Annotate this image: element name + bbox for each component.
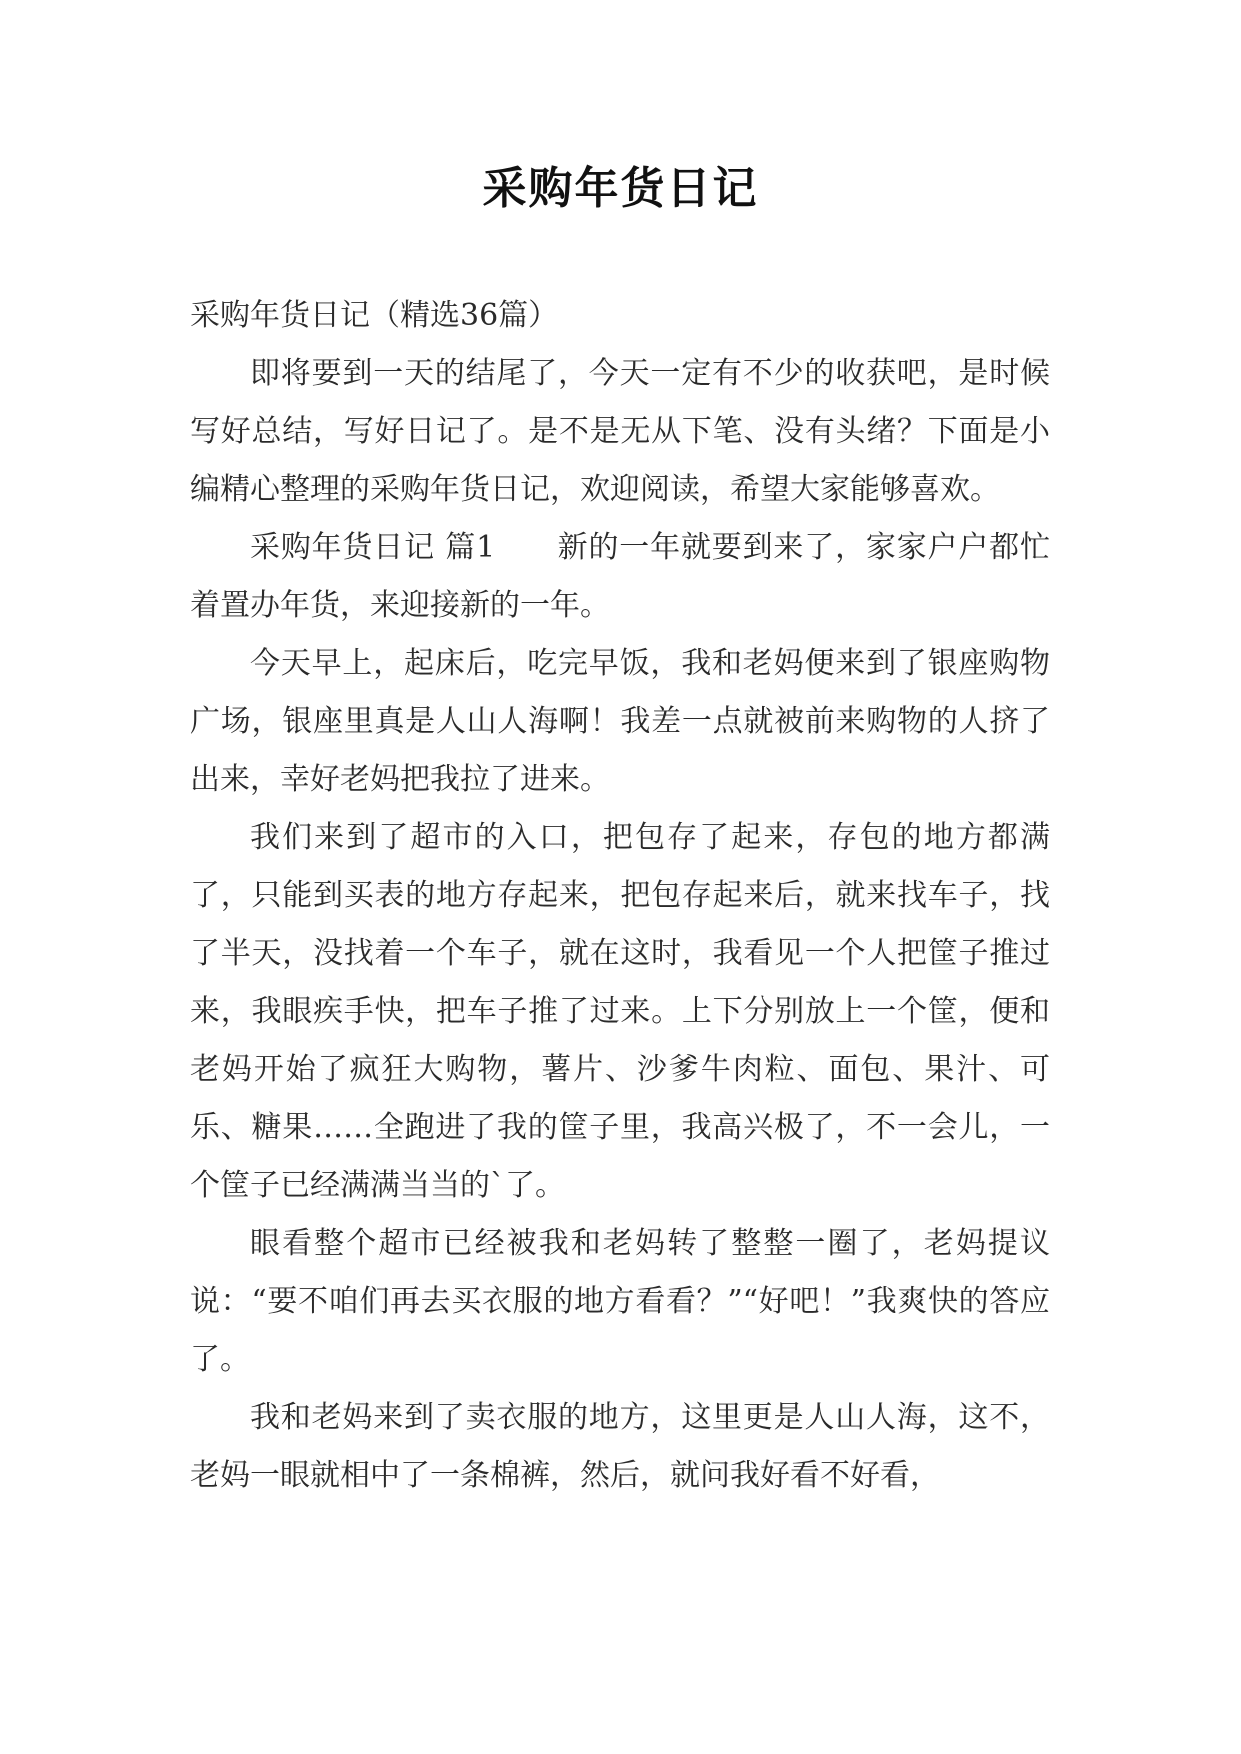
paragraph-intro: 即将要到一天的结尾了，今天一定有不少的收获吧，是时候写好总结，写好日记了。是不是无从下笔、没有头绪？下面是小编精心整理的采购年货日记，欢迎阅读，希望大家能够喜欢。 bbox=[190, 356, 1050, 507]
paragraph-section-1: 采购年货日记 篇1 新的一年就要到来了，家家户户都忙着置办年货，来迎接新的一年。 bbox=[190, 530, 1050, 623]
paragraph-morning: 今天早上，起床后，吃完早饭，我和老妈便来到了银座购物广场，银座里真是人山人海啊！我差一点就被前来购物的人挤了出来，幸好老妈把我拉了进来。 bbox=[190, 646, 1050, 797]
document-title: 采购年货日记 bbox=[482, 163, 759, 214]
paragraph-supermarket: 我们来到了超市的入口，把包存了起来，存包的地方都满了，只能到买表的地方存起来，把包存起来后，就来找车子，找了半天，没找着一个车子，就在这时，我看见一个人把筐子推过来，我眼疾手快，把车子推了过来。上下分别放上一个筐，便和老妈开始了疯狂大购物，薯片、沙爹牛肉粒、面包、果汁、可乐、糖果……全跑进了我的筐子里，我高兴极了，不一会儿，一个筐子已经满满当当的`了。 bbox=[190, 820, 1050, 1203]
paragraph-clothes-shop: 我和老妈来到了卖衣服的地方，这里更是人山人海，这不，老妈一眼就相中了一条棉裤，然后，就问我好看不好看， bbox=[190, 1400, 1050, 1493]
paragraph-clothes-suggestion: 眼看整个超市已经被我和老妈转了整整一圈了，老妈提议说：“要不咱们再去买衣服的地方看看？”“好吧！”我爽快的答应了。 bbox=[190, 1226, 1050, 1377]
document-body bbox=[190, 287, 1050, 1505]
document-subtitle: 采购年货日记（精选36篇） bbox=[190, 298, 559, 333]
